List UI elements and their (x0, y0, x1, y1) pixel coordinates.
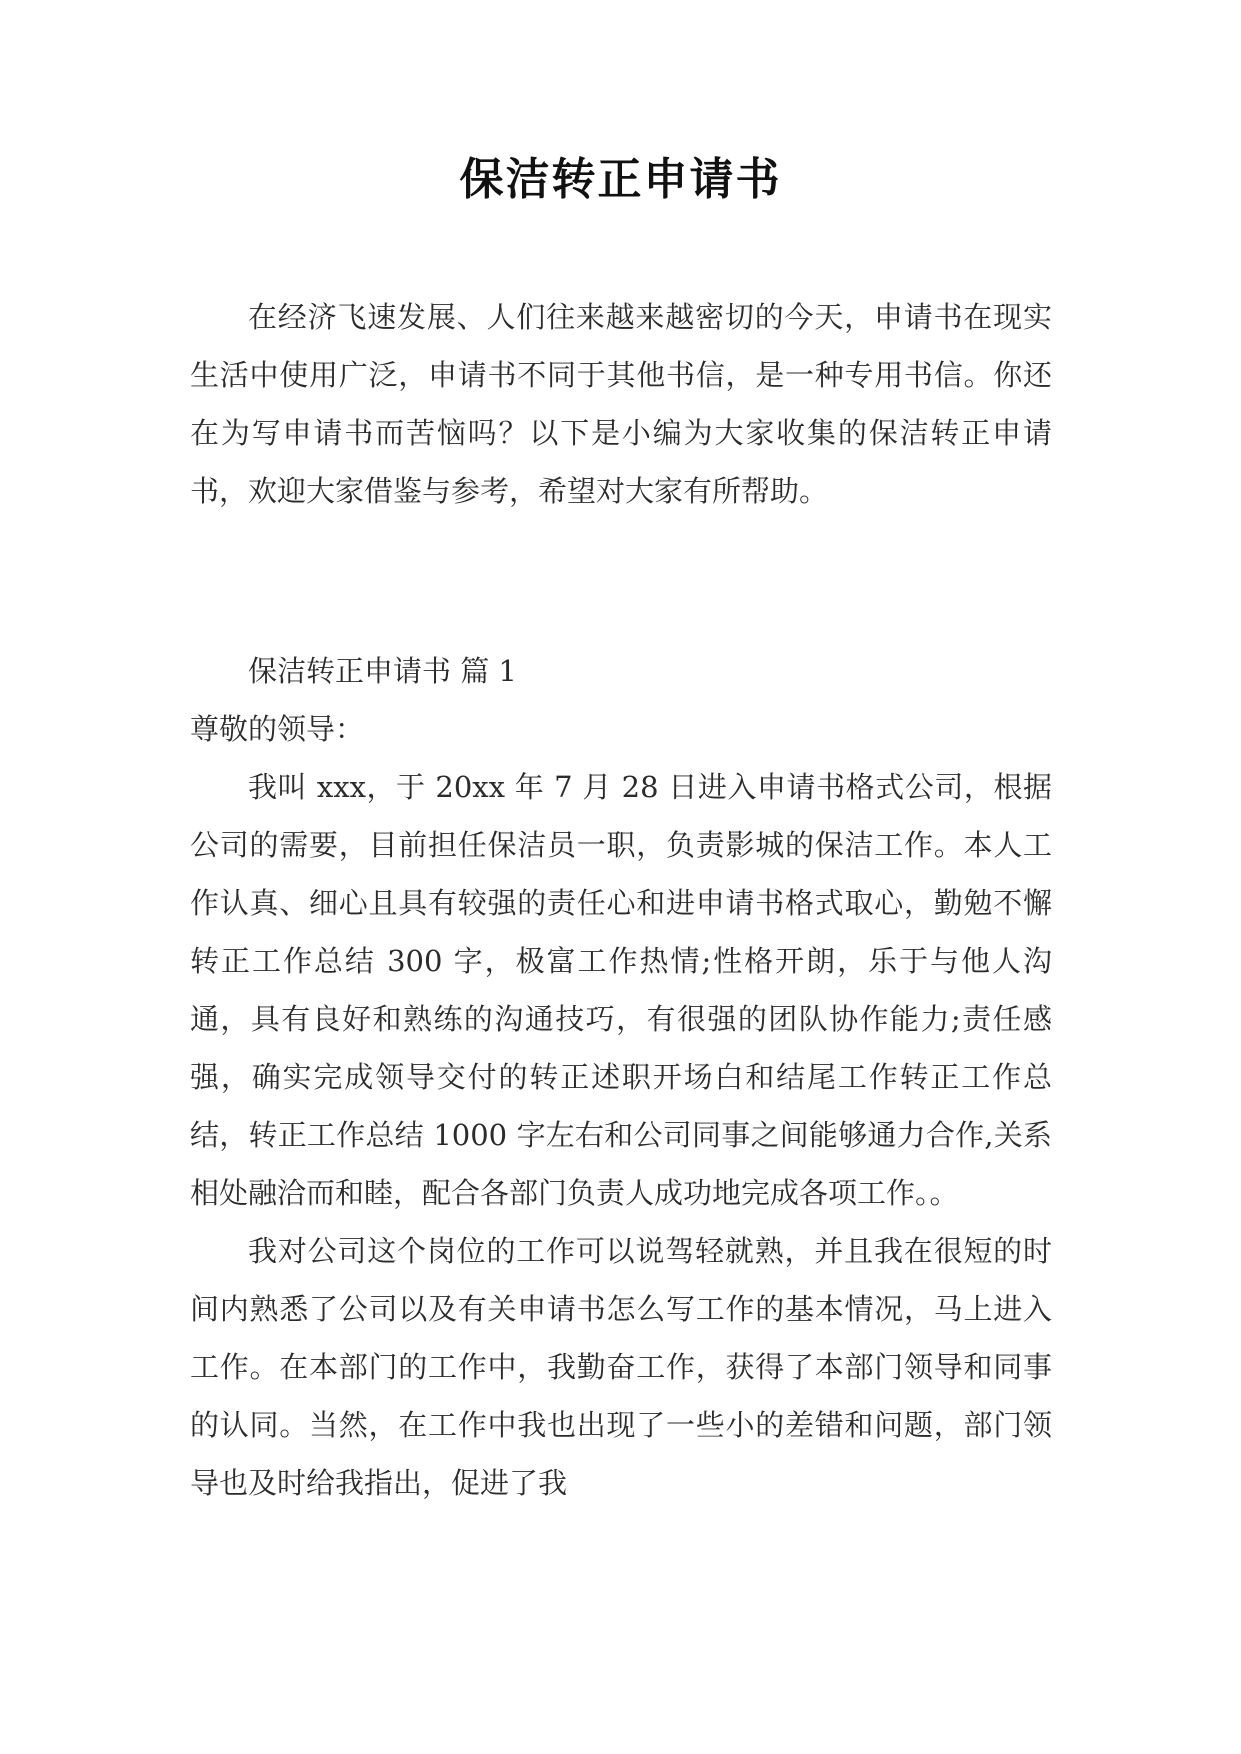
intro-paragraph: 在经济飞速发展、人们往来越来越密切的今天，申请书在现实生活中使用广泛，申请书不同于其他书信，是一种专用书信。你还在为写申请书而苦恼吗？以下是小编为大家收集的保洁转正申请书，欢迎大家借鉴与参考，希望对大家有所帮助。 (190, 300, 1052, 508)
letter-body (190, 758, 1052, 1512)
section-heading: 保洁转正申请书 篇 1 (248, 654, 517, 688)
letter-paragraph-1: 我叫 xxx，于 20xx 年 7 月 28 日进入申请书格式公司，根据公司的需要，目前担任保洁员一职，负责影城的保洁工作。本人工作认真、细心且具有较强的责任心和进申请书格式取心，勤勉不懈转正工作总结 300 字，极富工作热情;性格开朗，乐于与他人沟通，具有良好和熟练的沟通技巧，有很强的团队协作能力;责任感强，确实完成领导交付的转正述职开场白和结尾工作转正工作总结，转正工作总结 1000 字左右和公司同事之间能够通力合作,关系相处融洽而和睦，配合各部门负责人成功地完成各项工作。。 (190, 770, 1052, 1210)
salutation: 尊敬的领导： (190, 712, 365, 746)
document-title: 保洁转正申请书 (459, 154, 782, 205)
letter-paragraph-2: 我对公司这个岗位的工作可以说驾轻就熟，并且我在很短的时间内熟悉了公司以及有关申请书怎么写工作的基本情况，马上进入工作。在本部门的工作中，我勤奋工作，获得了本部门领导和同事的认同。当然，在工作中我也出现了一些小的差错和问题，部门领导也及时给我指出，促进了我 (190, 1234, 1052, 1500)
intro-section (190, 288, 1052, 520)
